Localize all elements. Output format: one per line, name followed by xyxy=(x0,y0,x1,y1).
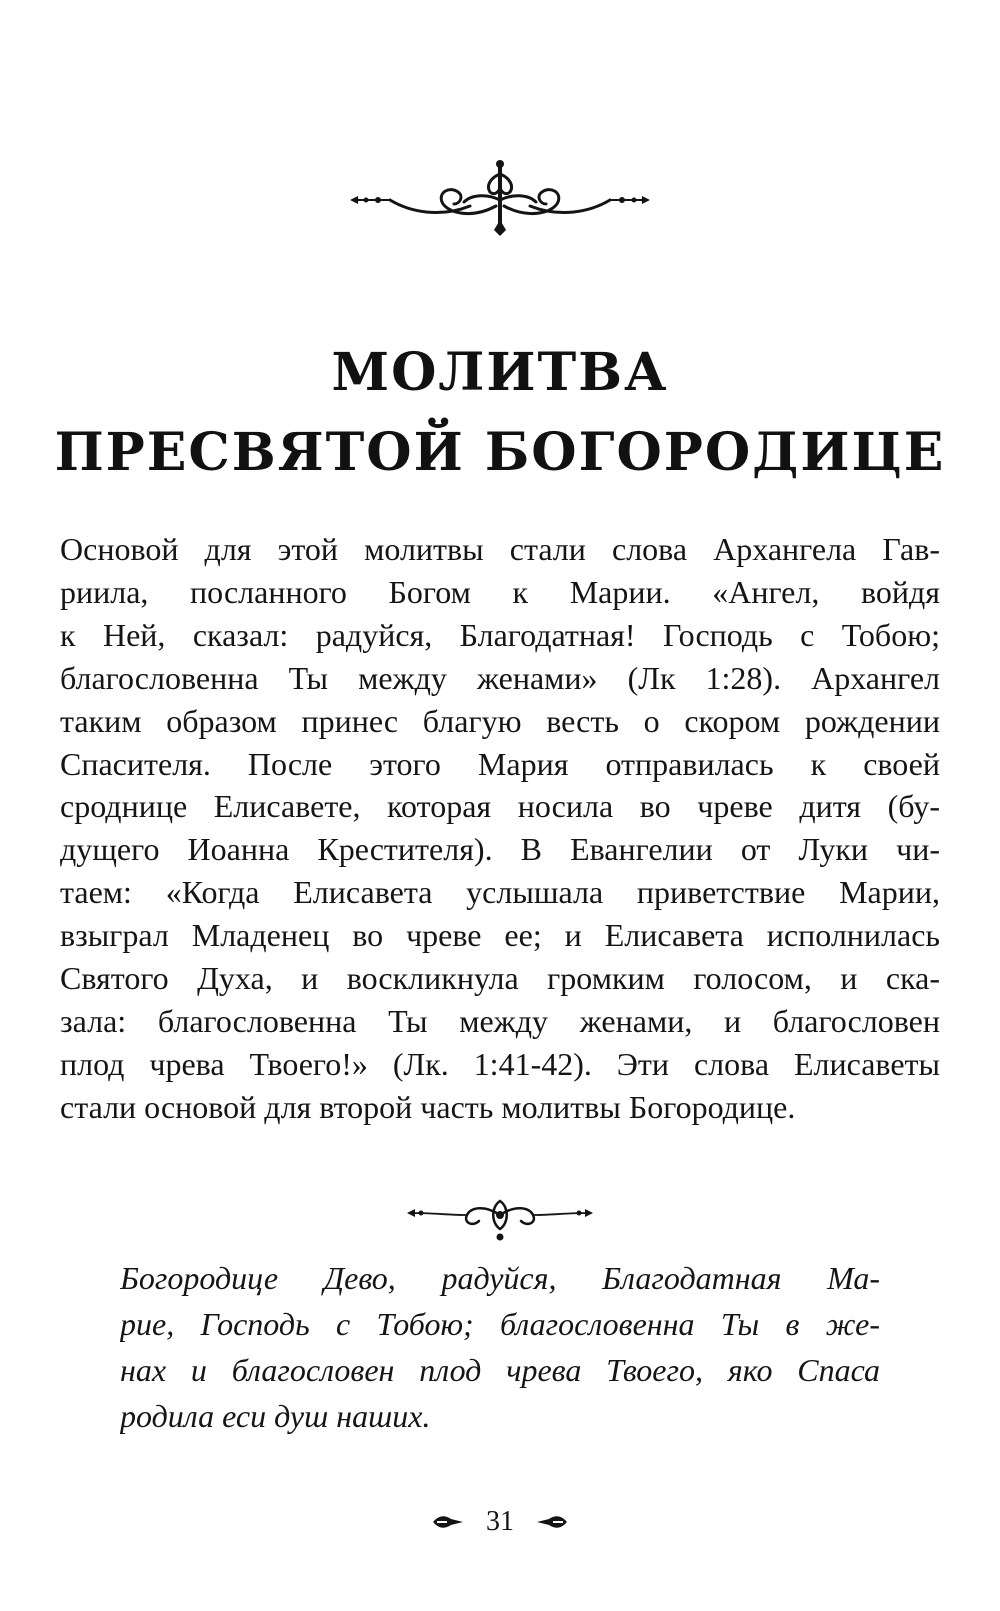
prayer-line: Богородице Дево, радуйся, Благодатная Ма- xyxy=(120,1260,880,1296)
body-line: плод чрева Твоего!» (Лк. 1:41-42). Эти слова Елисаветы xyxy=(60,1045,940,1082)
title-line-2: ПРЕСВЯТОЙ БОГОРОДИЦЕ xyxy=(54,422,946,483)
body-line: риила, посланного Богом к Марии. «Ангел, войдя xyxy=(60,573,940,610)
right-flourish-icon xyxy=(535,1513,569,1531)
prayer-line: нах и благословен плод чрева Твоего, яко Спаса xyxy=(120,1352,880,1388)
page-number-footer xyxy=(0,1500,1000,1542)
divider-ornament-icon xyxy=(405,1193,595,1243)
prayer-line: родила еси душ наших. xyxy=(120,1398,431,1434)
title-line-1: МОЛИТВА xyxy=(331,342,669,403)
page-number: 31 xyxy=(486,1505,514,1537)
body-line: сроднице Елисавете, которая носила во чреве дитя (бу- xyxy=(60,788,940,825)
body-line: дущего Иоанна Крестителя). В Евангелии от Луки чи- xyxy=(60,831,940,868)
body-line: благословенна Ты между женами» (Лк 1:28). Архангел xyxy=(60,659,940,696)
body-line: зала: благословенна Ты между женами, и благословен xyxy=(60,1002,940,1039)
left-flourish-icon xyxy=(431,1513,465,1531)
prayer-line: рие, Господь с Тобою; благословенна Ты в же- xyxy=(120,1306,880,1342)
body-line: таким образом принес благую весть о скором рождении xyxy=(60,702,940,739)
top-ornament-icon xyxy=(350,160,650,236)
body-line: таем: «Когда Елисавета услышала приветствие Марии, xyxy=(60,874,940,911)
body-line: Основой для этой молитвы стали слова Архангела Гав- xyxy=(60,531,940,567)
body-line: Святого Духа, и воскликнула громким голосом, и ска- xyxy=(60,960,940,997)
body-line: к Ней, сказал: радуйся, Благодатная! Господь с Тобою; xyxy=(60,616,940,653)
prayer-text xyxy=(120,1255,880,1439)
body-line: Спасителя. После этого Мария отправилась к своей xyxy=(60,745,940,782)
body-line: стали основой для второй часть молитвы Богородице. xyxy=(60,1088,796,1125)
body-paragraph xyxy=(60,528,940,1129)
page-title xyxy=(0,333,1000,493)
body-line: взыграл Младенец во чреве ее; и Елисавета исполнилась xyxy=(60,917,940,954)
